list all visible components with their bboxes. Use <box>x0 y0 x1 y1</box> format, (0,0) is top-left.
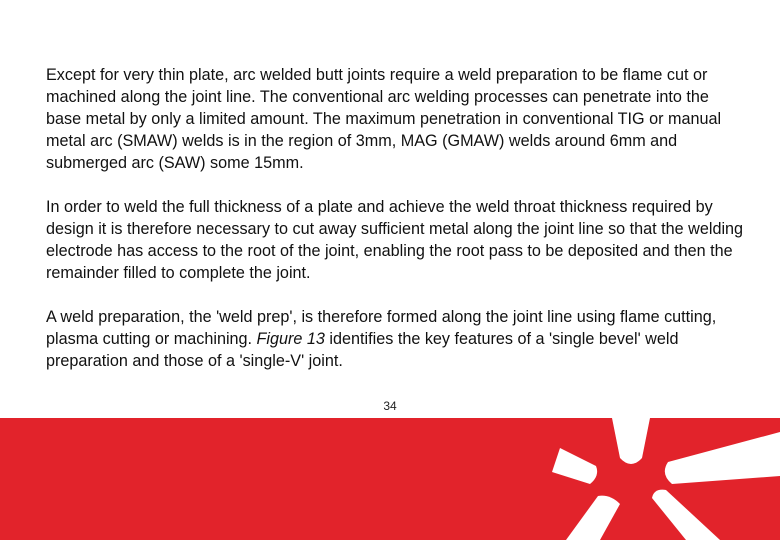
page-number: 34 <box>383 399 397 413</box>
paragraph-3-text-start: A weld preparation, the 'weld prep', is therefore formed along the joint line using flame cutting, plasma cutting or machining. <box>46 308 717 348</box>
paragraph-2: In order to weld the full thickness of a plate and achieve the weld throat thickness required by design it is therefore necessary to cut away sufficient metal along the joint line so that the welding electrode has access to the root of the joint, enabling the root pass to be deposited and then the remainder filled to complete the joint. <box>46 198 744 282</box>
paragraph-1: Except for very thin plate, arc welded butt joints require a weld preparation to be flame cut or machined along the joint line. The conventional arc welding processes can penetrate into the base metal by only a limited amount. The maximum penetration in conventional TIG or manual metal arc (SMAW) welds is in the region of 3mm, MAG (GMAW) welds around 6mm and submerged arc (SAW) some 15mm. <box>46 66 722 172</box>
footer-band <box>0 418 780 540</box>
white-star-logo-icon <box>0 418 780 540</box>
figure-reference: Figure 13 <box>256 330 325 348</box>
body-text <box>46 64 746 394</box>
paragraph-3-text-end: identifies the key features of a 'single bevel' weld preparation and those of a 'single-V' joint. <box>46 330 679 370</box>
paragraph-3 <box>46 306 746 372</box>
